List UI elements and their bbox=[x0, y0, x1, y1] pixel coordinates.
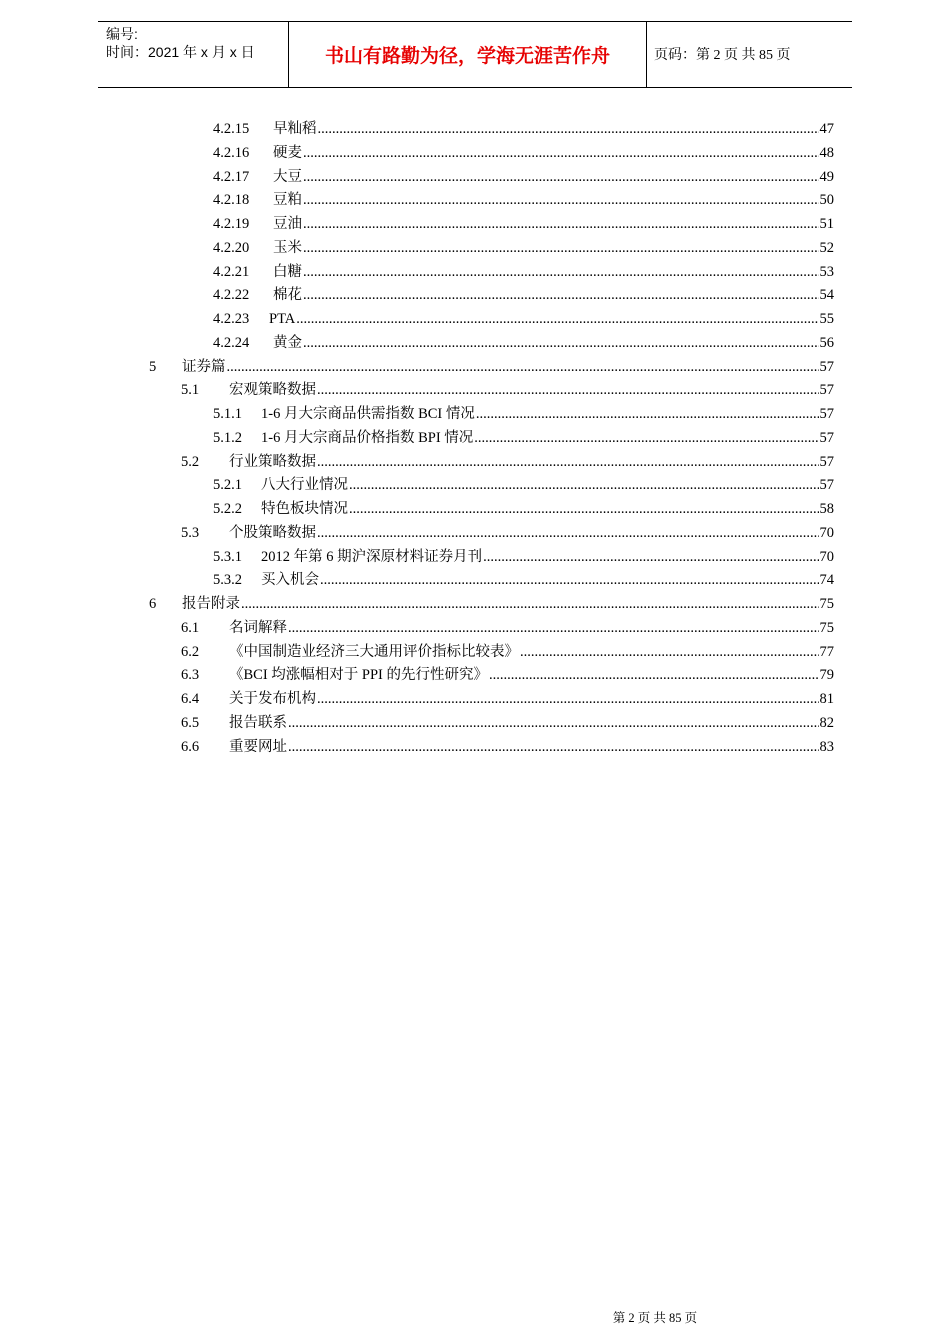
dot-leader bbox=[489, 664, 818, 686]
toc-entry-number: 6.2 bbox=[181, 643, 200, 660]
toc-entry-number: 4.2.22 bbox=[213, 287, 250, 304]
toc-entry-number: 6.5 bbox=[181, 714, 200, 731]
toc-entry[interactable] bbox=[181, 617, 834, 639]
header-page-cell bbox=[646, 22, 852, 87]
toc-entry-title: 1-6 月大宗商品供需指数 BCI 情况 bbox=[261, 406, 475, 422]
toc-entry-title: 特色板块情况 bbox=[261, 501, 348, 517]
dot-leader bbox=[317, 522, 819, 544]
toc-entry-page: 57 bbox=[819, 358, 834, 375]
toc-entry-title: 2012 年第 6 期沪深原材料证券月刊 bbox=[261, 548, 483, 565]
toc-entry[interactable] bbox=[213, 308, 834, 330]
toc-entry-number: 5.1.1 bbox=[213, 406, 242, 422]
toc-entry[interactable] bbox=[213, 118, 834, 140]
toc-entry-number: 4.2.18 bbox=[213, 192, 250, 209]
toc-entry[interactable] bbox=[181, 736, 834, 758]
toc-entry-page: 70 bbox=[819, 548, 834, 565]
header-motto-cell bbox=[288, 22, 647, 87]
toc-entry-number: 4.2.17 bbox=[213, 168, 250, 185]
toc-entry[interactable] bbox=[213, 142, 834, 164]
dot-leader bbox=[317, 379, 819, 401]
toc-entry[interactable] bbox=[213, 189, 834, 211]
toc-entry-page: 57 bbox=[819, 429, 834, 446]
dot-leader bbox=[474, 427, 818, 449]
dot-leader bbox=[288, 736, 819, 758]
toc-entry-title: 个股策略数据 bbox=[229, 524, 316, 541]
motto: 书山有路勤为径，学海无涯苦作舟 bbox=[324, 45, 610, 67]
toc-entry-title: 豆粕 bbox=[273, 192, 302, 209]
toc-entry-number: 5.3.1 bbox=[213, 548, 242, 565]
toc-entry-page: 79 bbox=[819, 667, 834, 684]
toc-entry-number: 6.4 bbox=[181, 691, 200, 707]
toc-entry-title: 重要网址 bbox=[229, 738, 287, 755]
dot-leader bbox=[317, 451, 819, 473]
toc-entry-title: 大豆 bbox=[273, 168, 302, 185]
dot-leader bbox=[303, 189, 819, 211]
toc-entry-title: PTA bbox=[269, 311, 296, 327]
toc-entry[interactable] bbox=[213, 261, 834, 283]
toc-entry-page: 57 bbox=[819, 477, 834, 494]
dot-leader bbox=[476, 403, 819, 425]
toc-entry[interactable] bbox=[213, 332, 834, 354]
toc-entry-title: 《中国制造业经济三大通用评价指标比较表》 bbox=[229, 643, 519, 660]
toc-entry-title: 名词解释 bbox=[229, 619, 287, 636]
page-footer: 第 2 页 共 85 页 bbox=[612, 1311, 698, 1325]
dot-leader bbox=[303, 237, 819, 259]
toc-entry[interactable] bbox=[213, 474, 834, 496]
toc-entry[interactable] bbox=[181, 451, 834, 473]
dot-leader bbox=[227, 356, 819, 378]
toc-entry-page: 49 bbox=[819, 168, 834, 185]
toc-entry-title: 白糖 bbox=[273, 263, 302, 280]
toc-entry[interactable] bbox=[181, 522, 834, 544]
toc-entry-number: 4.2.15 bbox=[213, 121, 250, 137]
toc-entry-page: 74 bbox=[819, 572, 834, 589]
dot-leader bbox=[288, 712, 819, 734]
toc-entry-number: 5.2 bbox=[181, 453, 200, 470]
toc-entry-title: 八大行业情况 bbox=[261, 477, 348, 494]
toc-entry-title: 证券篇 bbox=[182, 358, 226, 375]
toc-entry-number: 5.3.2 bbox=[213, 572, 242, 589]
dot-leader bbox=[303, 261, 819, 283]
toc-entry[interactable] bbox=[213, 213, 834, 235]
dot-leader bbox=[317, 688, 819, 710]
toc-entry[interactable] bbox=[149, 593, 834, 615]
toc-entry-number: 6.3 bbox=[181, 667, 200, 684]
toc-entry[interactable] bbox=[149, 356, 834, 378]
toc-entry-number: 5 bbox=[149, 358, 157, 375]
dot-leader bbox=[303, 284, 819, 306]
toc-entry-number: 4.2.16 bbox=[213, 144, 250, 161]
toc-entry[interactable] bbox=[181, 641, 834, 663]
toc-entry-page: 47 bbox=[819, 121, 834, 137]
toc-entry-number: 5.1.2 bbox=[213, 429, 242, 446]
dot-leader bbox=[520, 641, 819, 663]
toc-entry-page: 52 bbox=[819, 239, 834, 256]
toc-entry-title: 玉米 bbox=[273, 239, 302, 256]
dot-leader bbox=[296, 308, 818, 330]
toc-entry-page: 77 bbox=[819, 643, 834, 660]
toc-entry-number: 4.2.19 bbox=[213, 216, 250, 232]
toc-entry[interactable] bbox=[181, 379, 834, 401]
toc-entry-page: 56 bbox=[819, 334, 834, 351]
toc-entry-page: 75 bbox=[819, 596, 834, 612]
toc-entry-number: 4.2.23 bbox=[213, 311, 250, 327]
toc-entry-page: 54 bbox=[819, 287, 834, 304]
toc-entry[interactable] bbox=[181, 688, 834, 710]
dot-leader bbox=[349, 498, 819, 520]
dot-leader bbox=[303, 166, 819, 188]
toc-entry[interactable] bbox=[213, 284, 834, 306]
dot-leader bbox=[303, 142, 819, 164]
toc-entry-number: 6 bbox=[149, 596, 157, 612]
toc-entry-page: 58 bbox=[819, 501, 834, 517]
toc-entry-title: 买入机会 bbox=[261, 572, 319, 589]
toc-entry-page: 57 bbox=[819, 453, 834, 470]
time-label: 时间：2021 年 x 月 x 日 bbox=[106, 44, 255, 60]
toc-entry-page: 82 bbox=[819, 714, 834, 731]
toc-entry-page: 70 bbox=[819, 524, 834, 541]
toc-entry[interactable] bbox=[213, 166, 834, 188]
dot-leader bbox=[303, 213, 819, 235]
dot-leader bbox=[483, 546, 818, 568]
toc-entry[interactable] bbox=[213, 237, 834, 259]
toc-entry-number: 5.3 bbox=[181, 524, 200, 541]
toc-entry-number: 5.2.1 bbox=[213, 477, 242, 494]
toc-entry-title: 关于发布机构 bbox=[229, 691, 316, 707]
toc-entry-title: 1-6 月大宗商品价格指数 BPI 情况 bbox=[261, 429, 474, 446]
toc-entry-number: 6.1 bbox=[181, 619, 200, 636]
page-header bbox=[98, 21, 852, 88]
dot-leader bbox=[288, 617, 819, 639]
dot-leader bbox=[241, 593, 819, 615]
toc-entry-page: 51 bbox=[819, 216, 834, 232]
toc-entry[interactable] bbox=[181, 664, 834, 686]
toc-entry-page: 55 bbox=[819, 311, 834, 327]
toc-entry-title: 豆油 bbox=[273, 216, 302, 232]
toc-entry-title: 黄金 bbox=[273, 334, 302, 351]
toc-entry-page: 57 bbox=[819, 382, 834, 399]
toc-entry[interactable] bbox=[213, 427, 834, 449]
toc-entry-title: 硬麦 bbox=[273, 144, 302, 161]
serial-number-label: 编号: bbox=[106, 26, 138, 42]
header-meta-cell bbox=[98, 22, 288, 87]
toc-entry-title: 报告附录 bbox=[182, 596, 240, 612]
toc-entry-title: 《BCI 均涨幅相对于 PPI 的先行性研究》 bbox=[229, 667, 489, 684]
toc-entry-number: 6.6 bbox=[181, 738, 200, 755]
toc-entry[interactable] bbox=[213, 498, 834, 520]
page-info: 页码：第 2 页 共 85 页 bbox=[654, 48, 791, 63]
toc-entry-number: 5.2.2 bbox=[213, 501, 242, 517]
toc-entry-title: 行业策略数据 bbox=[229, 453, 316, 470]
dot-leader bbox=[320, 569, 819, 591]
toc-entry-page: 50 bbox=[819, 192, 834, 209]
toc-entry[interactable] bbox=[181, 712, 834, 734]
toc-entry-number: 4.2.20 bbox=[213, 239, 250, 256]
dot-leader bbox=[318, 118, 819, 140]
toc-entry-page: 83 bbox=[819, 738, 834, 755]
toc-entry-page: 57 bbox=[819, 406, 834, 422]
toc-entry-title: 宏观策略数据 bbox=[229, 382, 316, 399]
dot-leader bbox=[303, 332, 819, 354]
toc-entry-page: 75 bbox=[819, 619, 834, 636]
toc-entry-page: 53 bbox=[819, 263, 834, 280]
toc-entry-number: 5.1 bbox=[181, 382, 200, 399]
toc-entry-number: 4.2.21 bbox=[213, 263, 250, 280]
toc-entry-title: 棉花 bbox=[273, 287, 302, 304]
toc-entry-title: 早籼稻 bbox=[273, 121, 317, 137]
toc-entry[interactable] bbox=[213, 403, 834, 425]
toc-entry-page: 81 bbox=[819, 691, 834, 707]
toc-entry-title: 报告联系 bbox=[229, 714, 287, 731]
dot-leader bbox=[349, 474, 819, 496]
toc-entry[interactable] bbox=[213, 569, 834, 591]
toc-entry-page: 48 bbox=[819, 144, 834, 161]
toc-entry[interactable] bbox=[213, 546, 834, 568]
toc-entry-number: 4.2.24 bbox=[213, 334, 250, 351]
